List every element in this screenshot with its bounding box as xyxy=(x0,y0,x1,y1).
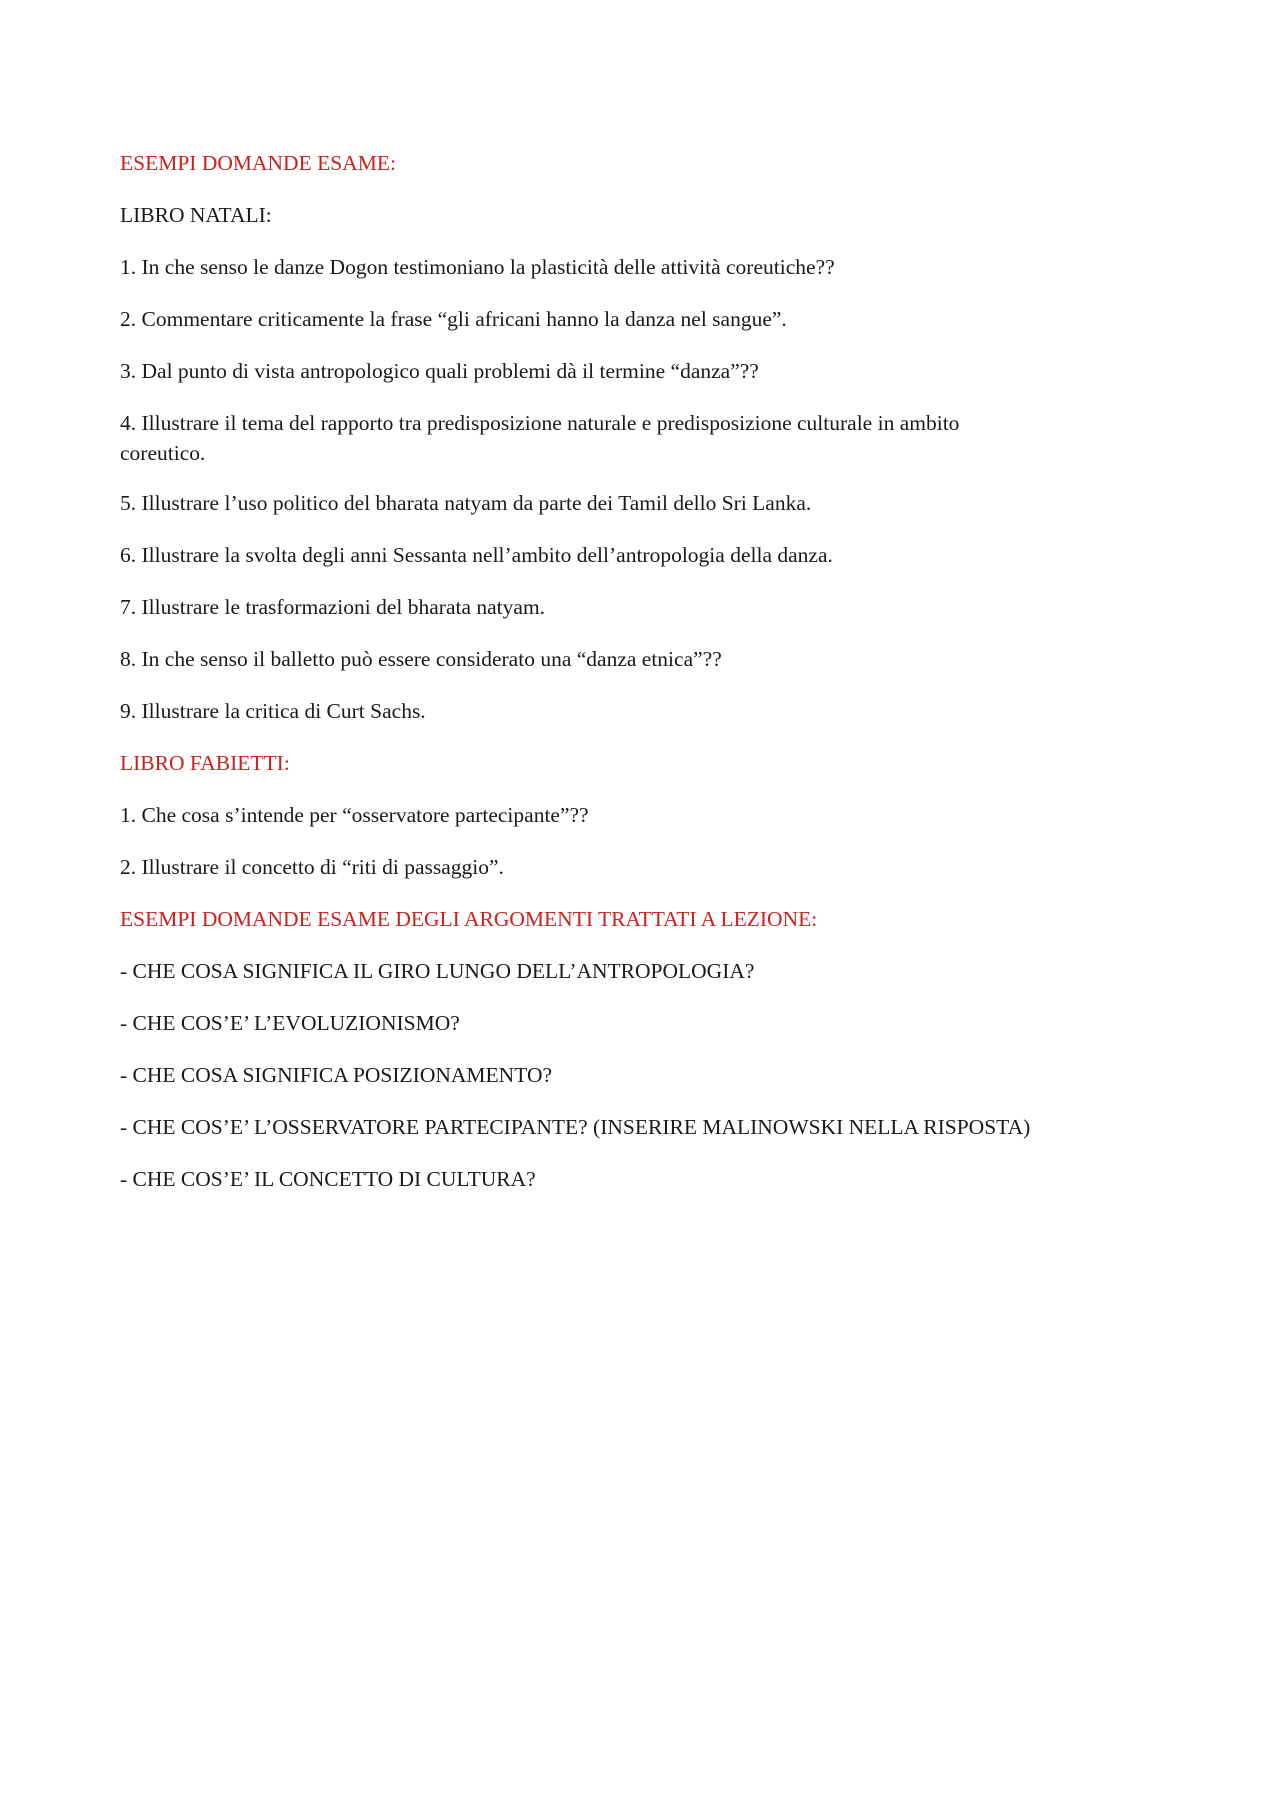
natali-question: 8. In che senso il balletto può essere considerato una “danza etnica”?? xyxy=(120,647,722,671)
lezione-question: - CHE COS’E’ L’EVOLUZIONISMO? xyxy=(120,1011,460,1035)
main-heading: ESEMPI DOMANDE ESAME: xyxy=(120,151,396,175)
lezione-question: - CHE COSA SIGNIFICA POSIZIONAMENTO? xyxy=(120,1063,553,1087)
section-title-lezione: ESEMPI DOMANDE ESAME DEGLI ARGOMENTI TRATTATI A LEZIONE: xyxy=(120,907,818,931)
document-page xyxy=(120,148,1180,1216)
natali-question: 5. Illustrare l’uso politico del bharata natyam da parte dei Tamil dello Sri Lanka. xyxy=(120,491,812,515)
fabietti-question: 2. Illustrare il concetto di “riti di passaggio”. xyxy=(120,855,504,879)
natali-question: 9. Illustrare la critica di Curt Sachs. xyxy=(120,699,426,723)
section-title-natali: LIBRO NATALI: xyxy=(120,203,272,227)
natali-question: 7. Illustrare le trasformazioni del bharata natyam. xyxy=(120,595,546,619)
section-title-fabietti: LIBRO FABIETTI: xyxy=(120,751,290,775)
lezione-question: - CHE COS’E’ IL CONCETTO DI CULTURA? xyxy=(120,1167,536,1191)
lezione-question: - CHE COSA SIGNIFICA IL GIRO LUNGO DELL’ANTROPOLOGIA? xyxy=(120,959,755,983)
fabietti-question: 1. Che cosa s’intende per “osservatore partecipante”?? xyxy=(120,803,589,827)
lezione-question: - CHE COS’E’ L’OSSERVATORE PARTECIPANTE? (INSERIRE MALINOWSKI NELLA RISPOSTA) xyxy=(120,1115,1031,1139)
natali-question: 1. In che senso le danze Dogon testimoniano la plasticità delle attività coreutiche?? xyxy=(120,255,835,279)
natali-question: 6. Illustrare la svolta degli anni Sessanta nell’ambito dell’antropologia della danza. xyxy=(120,543,833,567)
natali-question: 2. Commentare criticamente la frase “gli africani hanno la danza nel sangue”. xyxy=(120,307,787,331)
natali-question: 3. Dal punto di vista antropologico quali problemi dà il termine “danza”?? xyxy=(120,359,759,383)
natali-question: 4. Illustrare il tema del rapporto tra predisposizione naturale e predisposizione culturale in ambito coreutico. xyxy=(120,411,971,465)
